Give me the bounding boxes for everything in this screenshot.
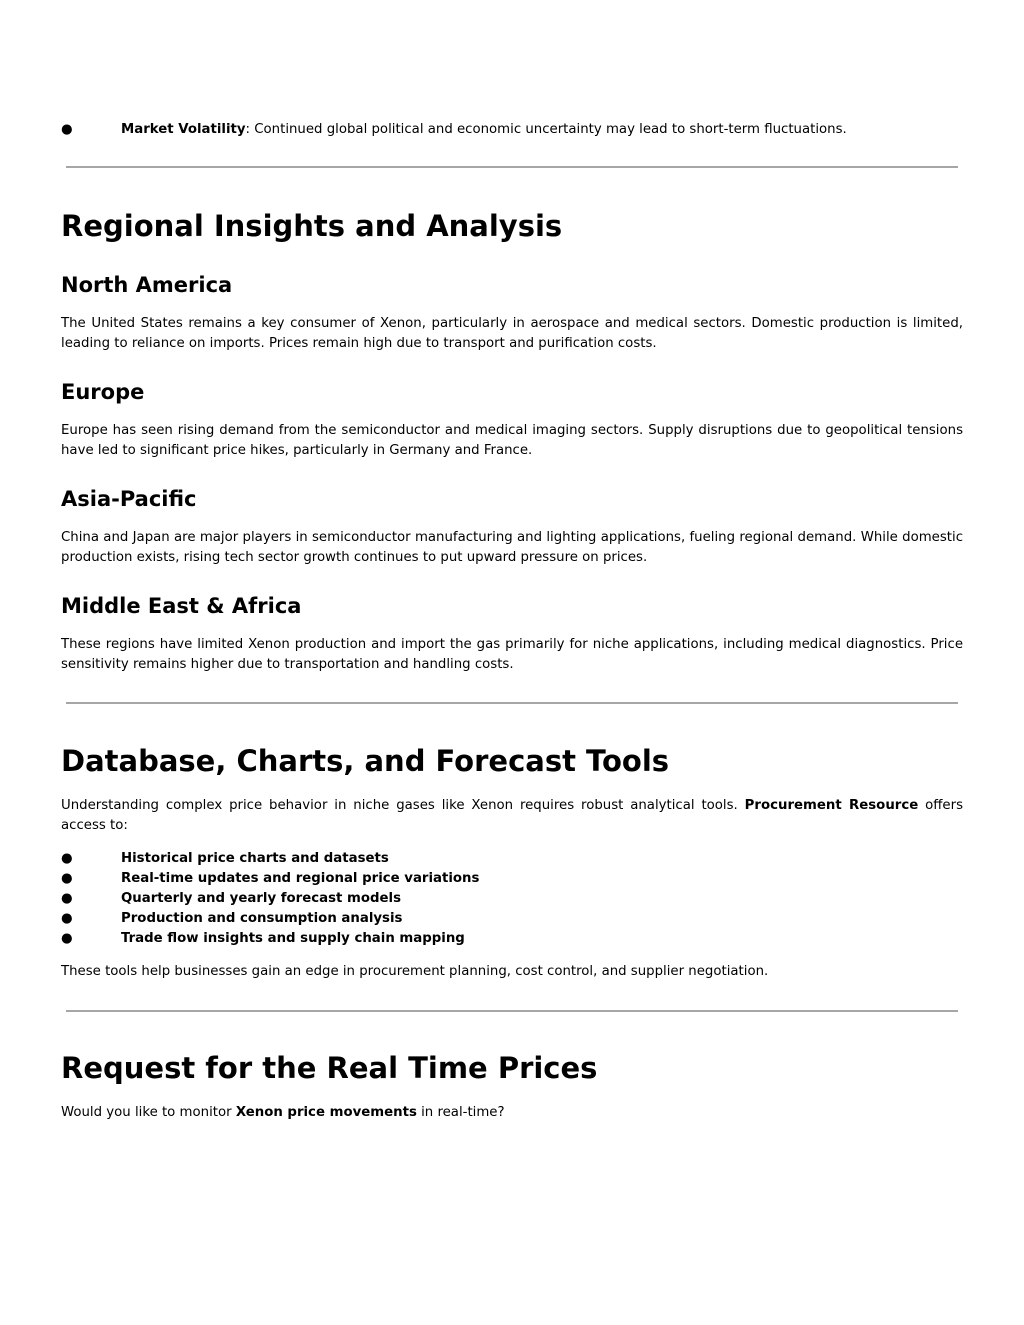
bullet-icon: ● [61,931,73,946]
paragraph-request [61,1103,963,1123]
list-item-text: Production and consumption analysis [121,911,403,926]
request-text: Would you like to monitor [61,1105,236,1120]
list-item-text: Trade flow insights and supply chain mapping [121,931,465,946]
paragraph-tools-intro [61,796,963,836]
section-title-regional: Regional Insights and Analysis [61,209,563,243]
bullet-icon: ● [61,851,73,866]
request-text-end: in real-time? [416,1105,505,1120]
list-item-text: Quarterly and yearly forecast models [121,891,401,906]
bullet-icon: ● [61,911,73,926]
list-item-text: Historical price charts and datasets [121,851,389,866]
heading-asia-pacific: Asia-Pacific [61,487,197,511]
divider [66,1010,958,1012]
request-highlight: Xenon price movements [235,1105,417,1120]
heading-north-america: North America [61,273,233,297]
divider [66,702,958,704]
section-title-request: Request for the Real Time Prices [61,1051,598,1085]
paragraph-tools-closing: These tools help businesses gain an edge in procurement planning, cost control, and supplier negotiation. [61,964,769,979]
bullet-icon: ● [61,122,73,137]
intro-text: Understanding complex price behavior in niche gases like Xenon requires robust analytical tools. [61,798,745,813]
list-item-text [121,120,847,140]
heading-middle-east-africa: Middle East & Africa [61,594,302,618]
paragraph-middle-east-africa: These regions have limited Xenon production and import the gas primarily for niche applications, including medical diagnostics. Price sensitivity remains higher due to transportation and handling costs. [61,637,963,672]
paragraph-asia-pacific: China and Japan are major players in semiconductor manufacturing and lighting applications, fueling regional demand. While domestic production exists, rising tech sector growth continues to put upward pressure on prices. [61,530,963,565]
list-item-text: Real-time updates and regional price variations [121,871,480,886]
term-label: Market Volatility [121,122,246,137]
paragraph-europe: Europe has seen rising demand from the semiconductor and medical imaging sectors. Supply disruptions due to geopolitical tensions have led to significant price hikes, particularly in Germany and France. [61,423,963,458]
term-description: : Continued global political and economic uncertainty may lead to short-term fluctuations. [245,122,847,137]
heading-europe: Europe [61,380,145,404]
bullet-icon: ● [61,871,73,886]
section-title-tools: Database, Charts, and Forecast Tools [61,744,670,778]
bullet-icon: ● [61,891,73,906]
divider [66,166,958,168]
intro-brand: Procurement Resource [744,798,919,813]
paragraph-north-america: The United States remains a key consumer of Xenon, particularly in aerospace and medical sectors. Domestic production is limited, leading to reliance on imports. Prices remain high due to transport and purification costs. [61,316,963,351]
intro-text-end: offers access to: [61,798,964,833]
